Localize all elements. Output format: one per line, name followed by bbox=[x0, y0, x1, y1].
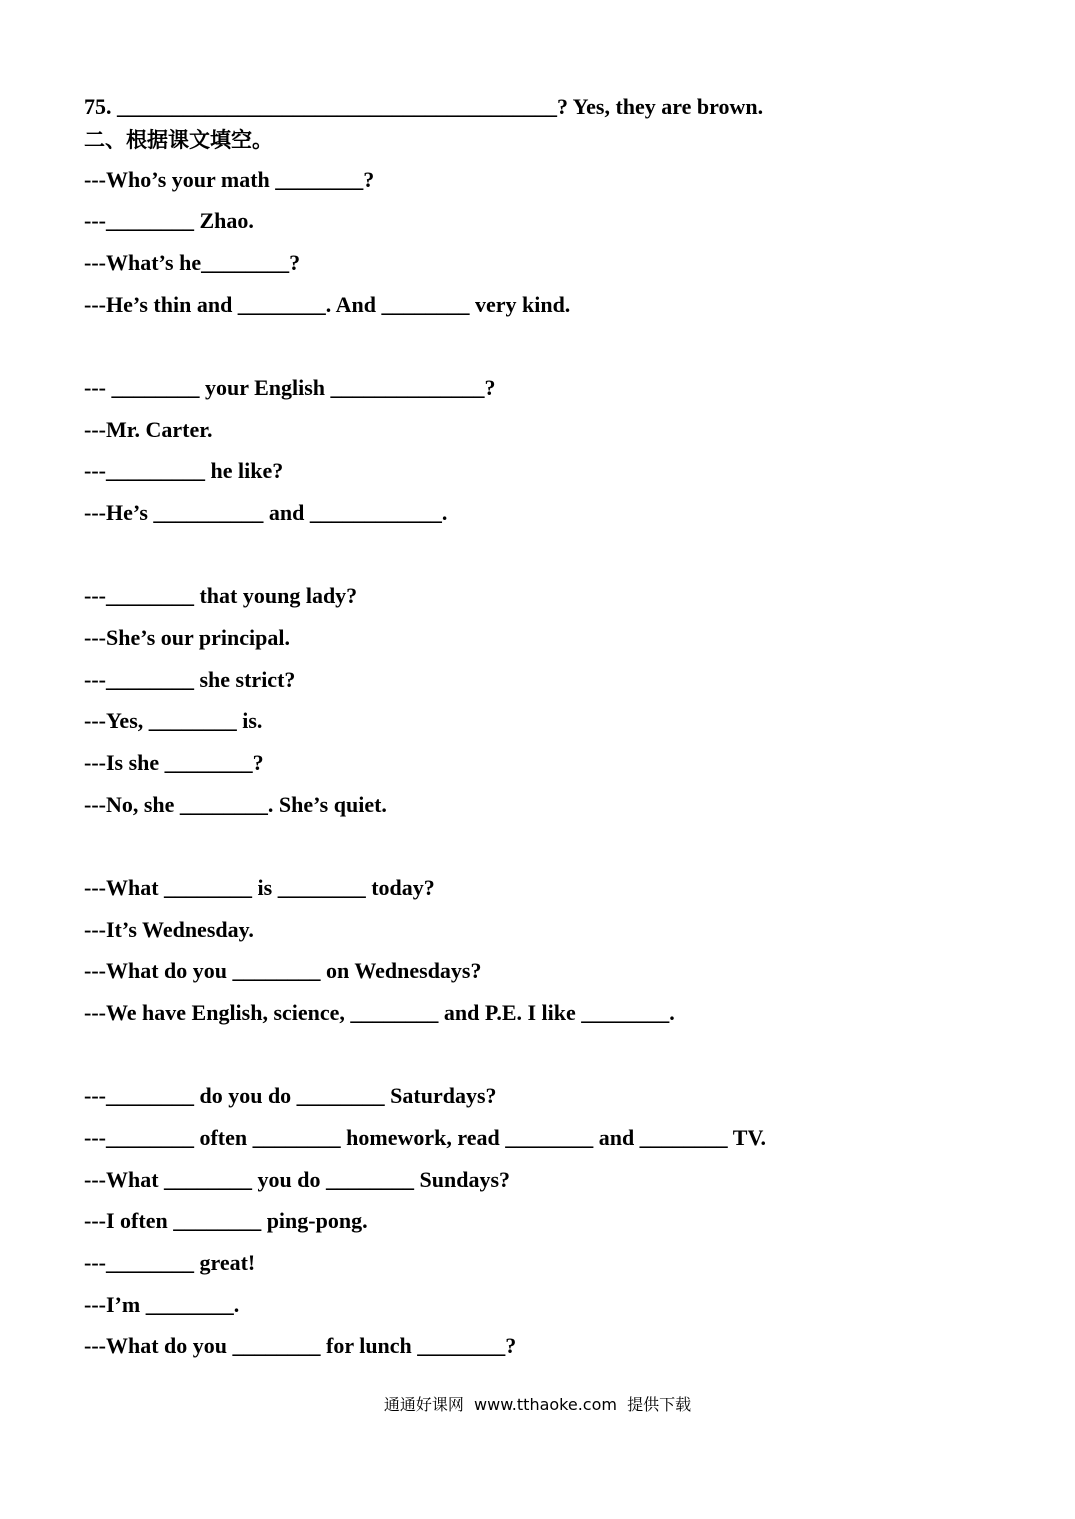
dialogue-line: ---What ________ is ________ today? bbox=[84, 875, 435, 900]
dialogue-line: ---She’s our principal. bbox=[84, 625, 290, 650]
section-heading: 二、根据课文填空。 bbox=[84, 128, 273, 152]
dialogue-line: ---I’m ________. bbox=[84, 1292, 240, 1317]
page-footer: 通通好课网 www.tthaoke.com 提供下载 bbox=[383, 1395, 692, 1414]
dialogue-line: ---What’s he________? bbox=[84, 250, 301, 275]
dialogue-line: ---Who’s your math ________? bbox=[84, 167, 375, 192]
dialogue-line: ---________ do you do ________ Saturdays? bbox=[84, 1083, 497, 1108]
dialogue-line: ---________ that young lady? bbox=[84, 583, 358, 608]
dialogue-line: ---Yes, ________ is. bbox=[84, 708, 263, 733]
dialogue-line: ---Mr. Carter. bbox=[84, 417, 213, 442]
dialogue-line: --- ________ your English ______________? bbox=[84, 375, 496, 400]
dialogue-line: ---What do you ________ for lunch ________? bbox=[84, 1333, 517, 1358]
dialogue-line: ---_________ he like? bbox=[84, 458, 284, 483]
dialogue-line: ---________ she strict? bbox=[84, 667, 296, 692]
dialogue-line: ---What do you ________ on Wednesdays? bbox=[84, 958, 482, 983]
dialogue-line: ---He’s thin and ________. And ________ very kind. bbox=[84, 292, 571, 317]
dialogue-line: ---Is she ________? bbox=[84, 750, 264, 775]
dialogue-line: ---He’s __________ and ____________. bbox=[84, 500, 448, 525]
dialogue-line: ---________ often ________ homework, read ________ and ________ TV. bbox=[84, 1125, 767, 1150]
dialogue-line: ---No, she ________. She’s quiet. bbox=[84, 792, 387, 817]
dialogue-line: ---We have English, science, ________ and P.E. I like ________. bbox=[84, 1000, 675, 1025]
question-75: 75. ________________________________________? Yes, they are brown. bbox=[84, 94, 764, 119]
dialogue-line: ---What ________ you do ________ Sundays? bbox=[84, 1167, 511, 1192]
dialogue-line: ---It’s Wednesday. bbox=[84, 917, 254, 942]
dialogue-line: ---________ Zhao. bbox=[84, 208, 254, 233]
dialogue-line: ---I often ________ ping-pong. bbox=[84, 1208, 368, 1233]
dialogue-line: ---________ great! bbox=[84, 1250, 256, 1275]
